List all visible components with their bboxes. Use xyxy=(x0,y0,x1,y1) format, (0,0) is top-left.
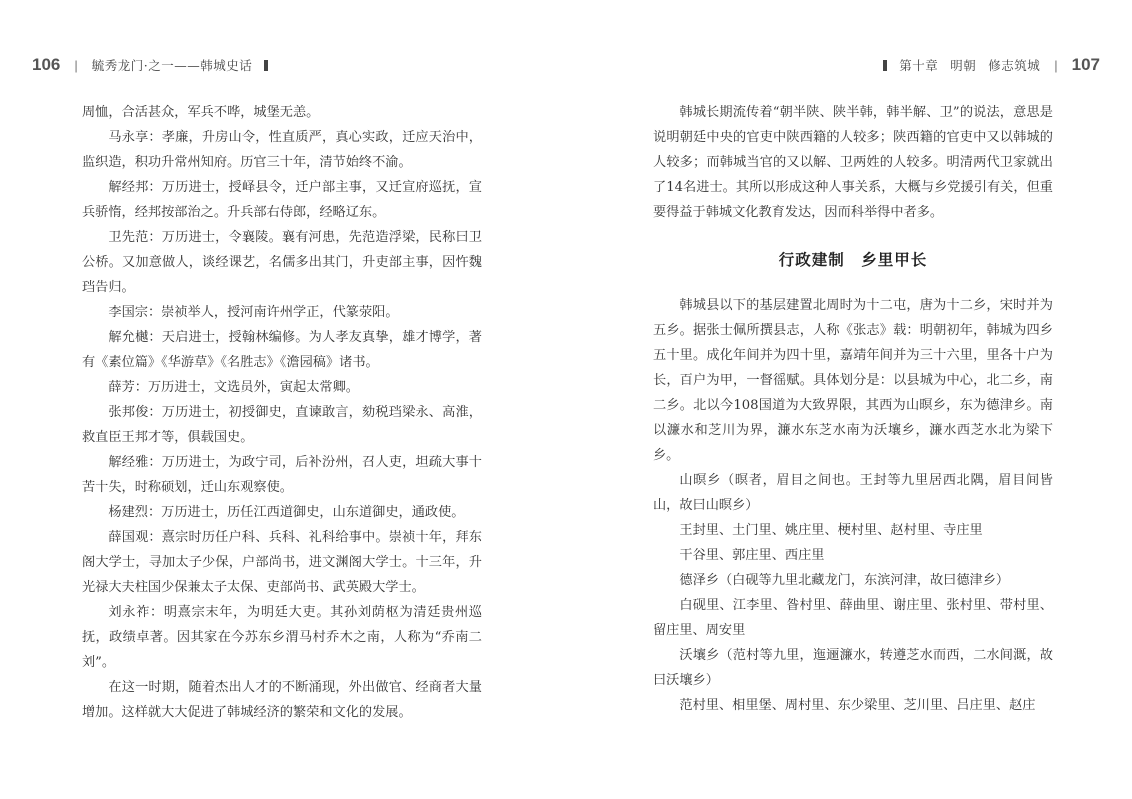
paragraph: 解允樾：天启进士，授翰林编修。为人孝友真挚，雄才博学，著有《素位篇》《华游草》《名胜志》《澹园稿》诸书。 xyxy=(82,330,482,370)
header-block-marker xyxy=(264,60,268,71)
right-running-title-part1: 明朝 xyxy=(950,58,977,73)
paragraph: 张邦俊：万历进士，初授御史，直谏敢言，劾税珰梁永、高淮，救直臣王邦才等，俱载国史。 xyxy=(82,405,482,445)
header-separator: | xyxy=(74,57,78,73)
section-title: 行政建制 乡里甲长 xyxy=(778,250,928,269)
paragraph: 解经雅：万历进士，为政宁司，后补汾州，召人吏，坦疏大事十苦十失，时称硕划，迁山东观察使。 xyxy=(82,455,482,495)
right-page-body xyxy=(653,100,1053,718)
paragraph: 韩城县以下的基层建置北周时为十二屯，唐为十二乡，宋时并为五乡。据张士佩所撰县志，人称《张志》载：明朝初年，韩城为四乡五十里。成化年间并为四十里，嘉靖年间并为三十六里，里各十户为长，百户为甲，一督徭赋。具体划分是：以县城为中心，北二乡，南二乡。北以今108国道为大致界限，其西为山暝乡，东为德津乡。南以濂水和芝川为界，濂水东芝水南为沃壤乡，濂水西芝水北为梁下乡。 xyxy=(653,298,1053,463)
paragraph: 马永享：孝廉，升房山令，性直质严，真心实政，迁应天治中，监织造，积功升常州知府。历官三十年，清节始终不渝。 xyxy=(82,130,482,170)
paragraph: 刘永祚：明熹宗末年，为明廷大吏。其孙刘荫枢为清廷贵州巡抚，政绩卓著。因其家在今苏东乡渭马村乔木之南，人称为“乔南二刘”。 xyxy=(82,605,482,670)
paragraph: 杨建烈：万历进士，历任江西道御史，山东道御史，通政使。 xyxy=(108,505,465,520)
paragraph: 李国宗：崇祯举人，授河南许州学正，代篆荥阳。 xyxy=(108,305,399,320)
paragraph: 山暝乡（暝者，眉目之间也。王封等九里居西北隅，眉目间皆山，故曰山暝乡） xyxy=(653,473,1053,513)
paragraph: 白砚里、江李里、昝村里、薛曲里、谢庄里、张村里、带村里、留庄里、周安里 xyxy=(653,598,1053,638)
paragraph: 范村里、相里堡、周村里、东少梁里、芝川里、吕庄里、赵庄 xyxy=(679,698,1036,713)
header-separator: | xyxy=(1054,57,1058,73)
header-block-marker xyxy=(883,60,887,71)
left-page-header xyxy=(32,55,280,75)
paragraph: 解经邦：万历进士，授峄县令，迁户部主事，又迁宣府巡抚，宣兵骄惰，经邦按部治之。升兵部右侍郎，经略辽东。 xyxy=(82,180,482,220)
paragraph: 干谷里、郭庄里、西庄里 xyxy=(679,548,825,563)
paragraph: 薛芳：万历进士，文选员外，寅起太常卿。 xyxy=(108,380,359,395)
left-page-number: 106 xyxy=(32,55,61,74)
right-running-title-part2: 修志筑城 xyxy=(988,58,1041,73)
intro-paragraph: 韩城长期流传着“朝半陕、陕半韩，韩半解、卫”的说法，意思是说明朝廷中央的官吏中陕西籍的人较多；陕西籍的官吏中又以韩城的人较多；而韩城当官的又以解、卫两姓的人较多。明清两代卫家就出了14名进士。其所以形成这种人事关系，大概与乡党援引有关，但重要得益于韩城文化教育发达，因而科举得中者多。 xyxy=(653,105,1053,220)
right-running-title-chapter: 第十章 xyxy=(899,58,939,73)
paragraph: 王封里、土门里、姚庄里、梗村里、赵村里、寺庄里 xyxy=(679,523,983,538)
right-page-header xyxy=(871,55,1100,75)
paragraph: 薛国观：熹宗时历任户科、兵科、礼科给事中。崇祯十年，拜东阁大学士，寻加太子少保，户部尚书，进文渊阁大学士。十三年，升光禄大夫柱国少保兼太子太保、吏部尚书、武英殿大学士。 xyxy=(82,530,482,595)
paragraph: 周恤，合活甚众，军兵不哗，城堡无恙。 xyxy=(82,105,320,120)
right-page-number: 107 xyxy=(1071,55,1100,74)
paragraph: 德泽乡（白砚等九里北藏龙门，东滨河津，故曰德津乡） xyxy=(679,573,1010,588)
paragraph: 沃壤乡（范村等九里，迤逦濂水，转遵芝水而西，二水间溉，故曰沃壤乡） xyxy=(653,648,1053,688)
left-page-body xyxy=(82,100,482,725)
paragraph: 在这一时期，随着杰出人才的不断涌现，外出做官、经商者大量增加。这样就大大促进了韩城经济的繁荣和文化的发展。 xyxy=(82,680,482,720)
left-running-title: 毓秀龙门·之一——韩城史话 xyxy=(91,58,253,73)
paragraph: 卫先范：万历进士，令襄陵。襄有河患，先范造浮梁，民称曰卫公桥。又加意做人，谈经课艺，名儒多出其门，升吏部主事，因忤魏珰告归。 xyxy=(82,230,482,295)
